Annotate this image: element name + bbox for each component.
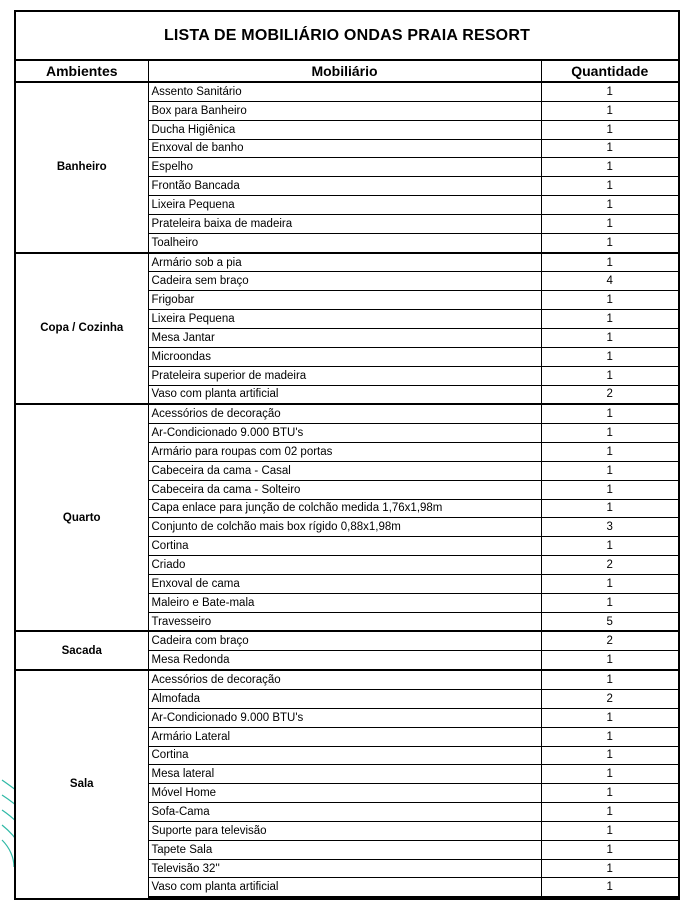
item-name-cell: Mesa lateral — [148, 765, 541, 784]
item-name-cell: Criado — [148, 556, 541, 575]
item-quantity-cell: 1 — [541, 101, 678, 120]
item-name-cell: Cabeceira da cama - Casal — [148, 461, 541, 480]
header-ambientes: Ambientes — [16, 61, 148, 82]
item-name-cell: Armário Lateral — [148, 727, 541, 746]
item-name-cell: Microondas — [148, 347, 541, 366]
furniture-table — [16, 61, 678, 898]
item-name-cell: Capa enlace para junção de colchão medida 1,76x1,98m — [148, 499, 541, 518]
item-name-cell: Mesa Jantar — [148, 328, 541, 347]
item-quantity-cell: 1 — [541, 803, 678, 822]
item-name-cell: Conjunto de colchão mais box rígido 0,88x1,98m — [148, 518, 541, 537]
table-row — [16, 631, 678, 650]
item-quantity-cell: 1 — [541, 746, 678, 765]
item-name-cell: Frigobar — [148, 291, 541, 310]
item-quantity-cell: 1 — [541, 784, 678, 803]
item-quantity-cell: 2 — [541, 385, 678, 404]
item-name-cell: Cortina — [148, 537, 541, 556]
item-quantity-cell: 1 — [541, 120, 678, 139]
item-quantity-cell: 1 — [541, 670, 678, 689]
item-quantity-cell: 2 — [541, 556, 678, 575]
sheet-title: LISTA DE MOBILIÁRIO ONDAS PRAIA RESORT — [16, 12, 678, 61]
item-quantity-cell: 1 — [541, 859, 678, 878]
item-quantity-cell: 1 — [541, 499, 678, 518]
ambiente-cell: Sala — [16, 670, 148, 897]
item-quantity-cell: 1 — [541, 291, 678, 310]
item-quantity-cell: 1 — [541, 196, 678, 215]
item-name-cell: Acessórios de decoração — [148, 670, 541, 689]
item-quantity-cell: 1 — [541, 593, 678, 612]
item-name-cell: Televisão 32'' — [148, 859, 541, 878]
item-quantity-cell: 2 — [541, 631, 678, 650]
header-mobiliario: Mobiliário — [148, 61, 541, 82]
item-name-cell: Sofa-Cama — [148, 803, 541, 822]
ambiente-cell: Copa / Cozinha — [16, 253, 148, 405]
item-quantity-cell: 1 — [541, 443, 678, 462]
ambiente-cell: Banheiro — [16, 82, 148, 253]
item-name-cell: Cabeceira da cama - Solteiro — [148, 480, 541, 499]
item-name-cell: Vaso com planta artificial — [148, 878, 541, 897]
ambiente-cell: Quarto — [16, 404, 148, 631]
item-quantity-cell: 1 — [541, 727, 678, 746]
table-row — [16, 670, 678, 689]
item-quantity-cell: 1 — [541, 82, 678, 101]
item-name-cell: Enxoval de cama — [148, 574, 541, 593]
item-name-cell: Almofada — [148, 690, 541, 709]
item-name-cell: Espelho — [148, 158, 541, 177]
item-quantity-cell: 1 — [541, 878, 678, 897]
item-quantity-cell: 1 — [541, 158, 678, 177]
item-name-cell: Travesseiro — [148, 612, 541, 631]
item-name-cell: Móvel Home — [148, 784, 541, 803]
item-quantity-cell: 2 — [541, 690, 678, 709]
item-name-cell: Armário para roupas com 02 portas — [148, 443, 541, 462]
item-name-cell: Cadeira sem braço — [148, 272, 541, 291]
item-name-cell: Assento Sanitário — [148, 82, 541, 101]
item-quantity-cell: 1 — [541, 253, 678, 272]
item-quantity-cell: 1 — [541, 461, 678, 480]
item-quantity-cell: 1 — [541, 537, 678, 556]
item-quantity-cell: 3 — [541, 518, 678, 537]
item-quantity-cell: 1 — [541, 424, 678, 443]
item-quantity-cell: 1 — [541, 840, 678, 859]
item-quantity-cell: 1 — [541, 347, 678, 366]
furniture-sheet — [14, 10, 680, 900]
item-name-cell: Tapete Sala — [148, 840, 541, 859]
item-name-cell: Prateleira superior de madeira — [148, 366, 541, 385]
item-quantity-cell: 1 — [541, 310, 678, 329]
table-row — [16, 404, 678, 423]
item-name-cell: Prateleira baixa de madeira — [148, 214, 541, 233]
item-name-cell: Toalheiro — [148, 233, 541, 252]
item-quantity-cell: 1 — [541, 139, 678, 158]
item-quantity-cell: 1 — [541, 177, 678, 196]
header-quantidade: Quantidade — [541, 61, 678, 82]
item-name-cell: Box para Banheiro — [148, 101, 541, 120]
item-name-cell: Suporte para televisão — [148, 821, 541, 840]
item-quantity-cell: 1 — [541, 708, 678, 727]
ambiente-cell: Sacada — [16, 631, 148, 670]
item-name-cell: Ar-Condicionado 9.000 BTU's — [148, 708, 541, 727]
item-quantity-cell: 1 — [541, 574, 678, 593]
item-quantity-cell: 1 — [541, 404, 678, 423]
item-quantity-cell: 5 — [541, 612, 678, 631]
table-row — [16, 253, 678, 272]
item-quantity-cell: 1 — [541, 366, 678, 385]
item-name-cell: Ar-Condicionado 9.000 BTU's — [148, 424, 541, 443]
item-quantity-cell: 1 — [541, 233, 678, 252]
item-quantity-cell: 1 — [541, 328, 678, 347]
item-name-cell: Cortina — [148, 746, 541, 765]
item-name-cell: Armário sob a pia — [148, 253, 541, 272]
item-name-cell: Mesa Redonda — [148, 651, 541, 670]
item-name-cell: Enxoval de banho — [148, 139, 541, 158]
item-name-cell: Acessórios de decoração — [148, 404, 541, 423]
item-name-cell: Ducha Higiênica — [148, 120, 541, 139]
item-quantity-cell: 1 — [541, 821, 678, 840]
item-name-cell: Lixeira Pequena — [148, 196, 541, 215]
item-name-cell: Lixeira Pequena — [148, 310, 541, 329]
item-quantity-cell: 1 — [541, 480, 678, 499]
item-name-cell: Cadeira com braço — [148, 631, 541, 650]
item-quantity-cell: 1 — [541, 214, 678, 233]
item-quantity-cell: 1 — [541, 651, 678, 670]
item-quantity-cell: 1 — [541, 765, 678, 784]
item-name-cell: Vaso com planta artificial — [148, 385, 541, 404]
table-row — [16, 82, 678, 101]
item-quantity-cell: 4 — [541, 272, 678, 291]
item-name-cell: Frontão Bancada — [148, 177, 541, 196]
header-row — [16, 61, 678, 82]
item-name-cell: Maleiro e Bate-mala — [148, 593, 541, 612]
